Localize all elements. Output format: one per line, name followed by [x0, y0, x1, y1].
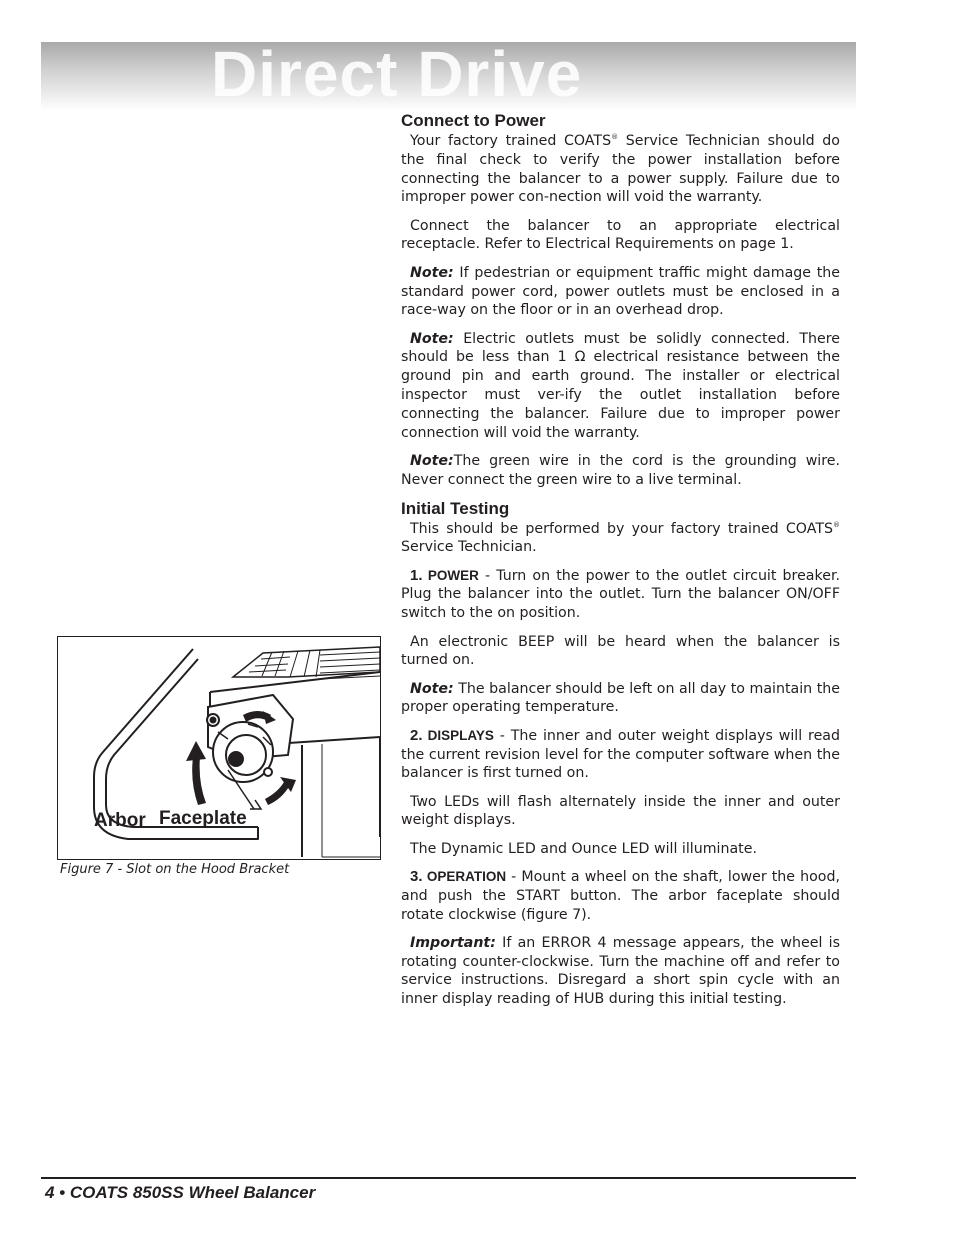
- footer-divider: [41, 1177, 856, 1179]
- note-label: Note:: [410, 452, 454, 469]
- registered-mark: ®: [833, 520, 840, 529]
- note-label: Note:: [410, 330, 454, 347]
- step-number: 1.: [410, 566, 423, 584]
- note-electric-outlets: Note: Electric outlets must be solidly connected. There should be less than 1 Ω electrical resistance between the ground pin and earth ground. The installer or electrical inspector must ver-ify the outlet installation before connecting the balancer. Failure due to improper power connection will void the warranty.: [401, 330, 840, 441]
- header-banner: [41, 42, 856, 110]
- step-number: 2.: [410, 726, 423, 744]
- paragraph-power-intro: Your factory trained COATS® Service Technician should do the final check to verify the power installation before connecting the balancer to a power supply. Failure due to improper power con-nection will void the warranty.: [401, 133, 840, 206]
- step-label: POWER: [422, 567, 479, 583]
- figure-caption: Figure 7 - Slot on the Hood Bracket: [60, 862, 290, 877]
- section-heading-initial-testing: Initial Testing: [401, 498, 510, 518]
- balancer-illustration: [58, 637, 380, 859]
- note-label: Note:: [410, 264, 454, 281]
- note-label: Note:: [410, 680, 454, 697]
- figure-hood-bracket: [57, 636, 381, 860]
- main-column: [401, 110, 840, 1019]
- step-power: 1. POWER - Turn on the power to the outlet circuit breaker. Plug the balancer into the outlet. Turn the balancer ON/OFF switch to the on position.: [401, 566, 840, 622]
- step-label: OPERATION: [422, 869, 507, 884]
- page-footer: 4 • COATS 850SS Wheel Balancer: [45, 1183, 316, 1202]
- paragraph-dynamic-led: The Dynamic LED and Ounce LED will illuminate.: [410, 840, 757, 857]
- note-green-wire: Note:The green wire in the cord is the grounding wire. Never connect the green wire to a live terminal.: [401, 452, 840, 488]
- note-temperature: Note: The balancer should be left on all day to maintain the proper operating temperature.: [401, 680, 840, 716]
- step-number: 3.: [410, 868, 423, 885]
- section-heading-connect-to-power: Connect to Power: [401, 111, 546, 130]
- note-power-cord: Note: If pedestrian or equipment traffic might damage the standard power cord, power outlets must be enclosed in a race-way on the floor or in an overhead drop.: [401, 264, 840, 319]
- page-title: Direct Drive: [211, 42, 583, 110]
- paragraph-leds: Two LEDs will flash alternately inside the inner and outer weight displays.: [401, 793, 840, 829]
- paragraph-testing-intro: This should be performed by your factory trained COATS® Service Technician.: [401, 520, 840, 556]
- figure-label-faceplate: Faceplate: [159, 808, 247, 829]
- figure-label-arbor: Arbor: [94, 810, 146, 831]
- step-displays: 2. DISPLAYS - The inner and outer weight displays will read the current revision level for the computer software when the balancer is first turned on.: [401, 726, 840, 782]
- step-label: DISPLAYS: [422, 727, 494, 743]
- important-error-4: Important: If an ERROR 4 message appears, the wheel is rotating counter-clockwise. Turn the machine off and refer to service instructions. Disregard a short spin cycle with an inner display reading of HUB during this initial testing.: [401, 934, 840, 1008]
- paragraph-beep: An electronic BEEP will be heard when the balancer is turned on.: [401, 633, 840, 669]
- step-operation: 3. OPERATION - Mount a wheel on the shaft, lower the hood, and push the START button. The arbor faceplate should rotate clockwise (figure 7).: [401, 868, 840, 923]
- paragraph-receptacle: Connect the balancer to an appropriate electrical receptacle. Refer to Electrical Requirements on page 1.: [401, 217, 840, 253]
- registered-mark: ®: [611, 133, 619, 141]
- important-label: Important:: [410, 934, 496, 951]
